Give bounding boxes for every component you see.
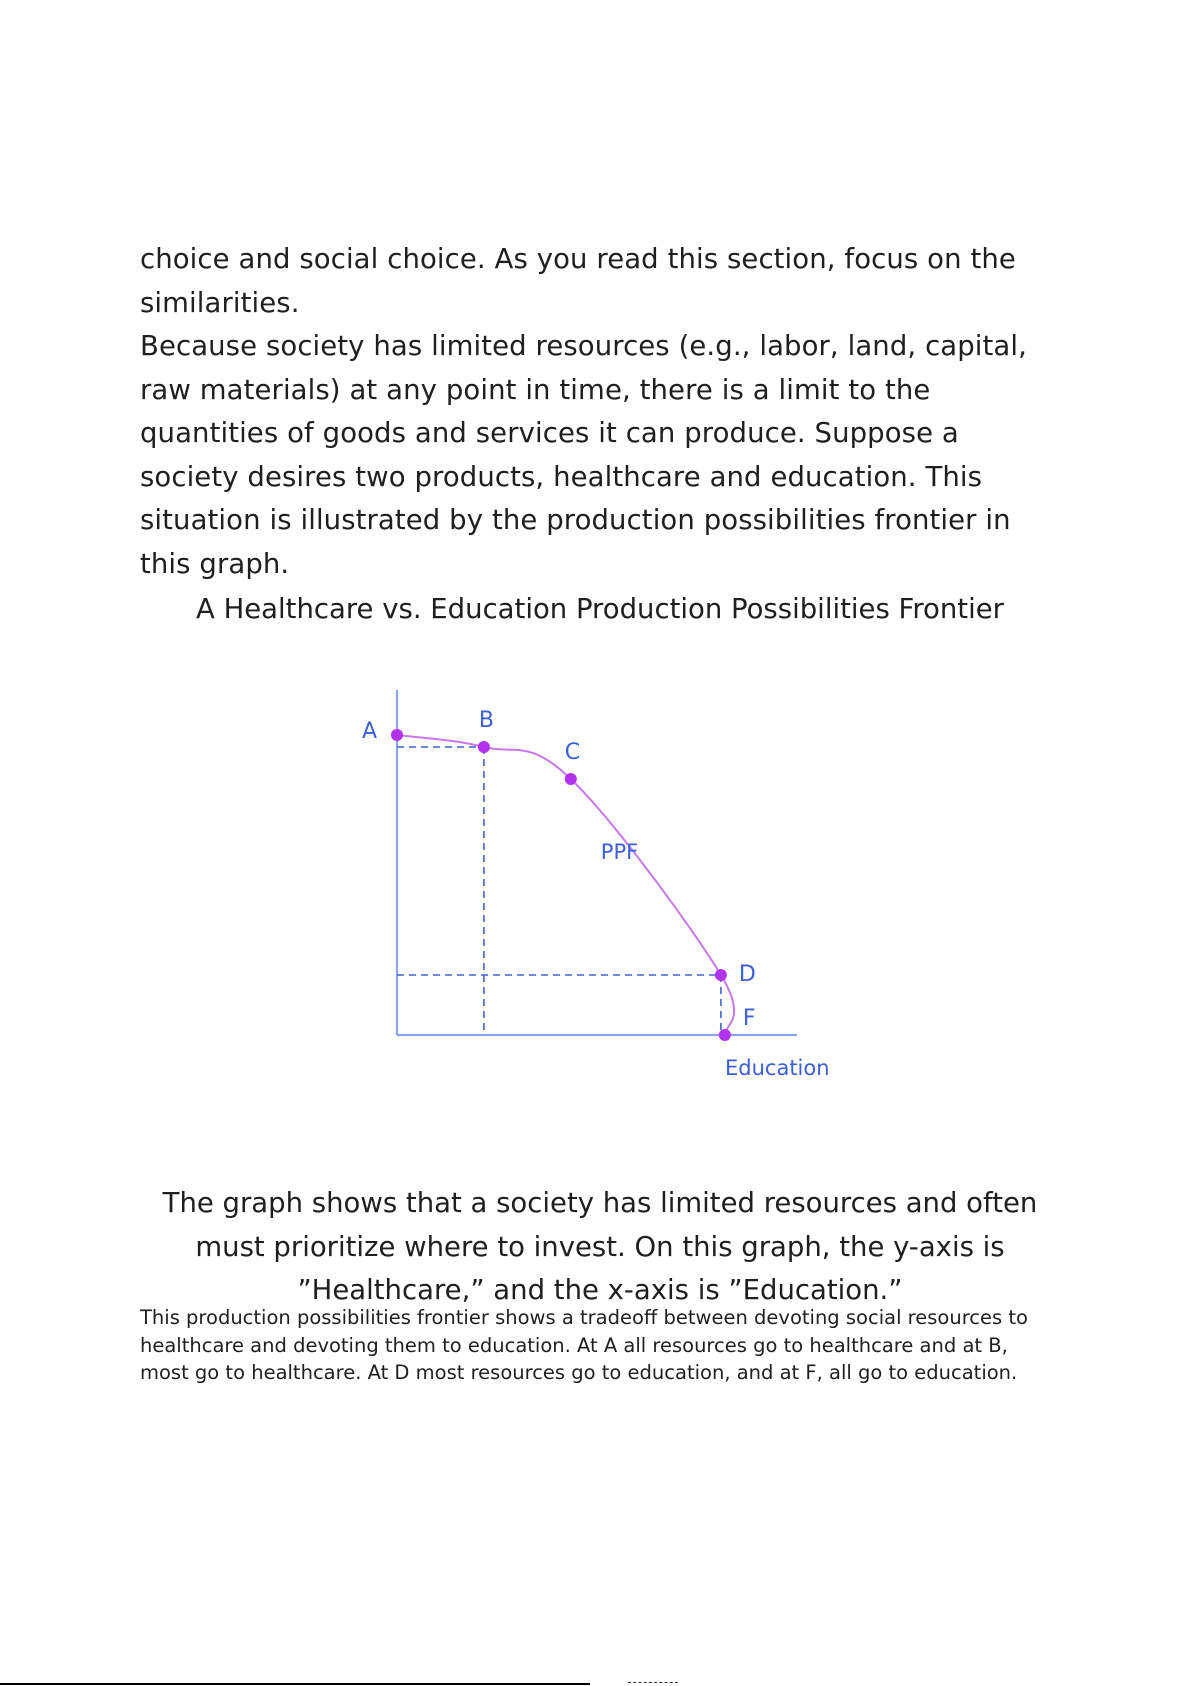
point-c-label: C — [564, 740, 581, 765]
paragraph-limited-resources: Because society has limited resources (e.g., labor, land, capital, raw materials) at any point in time, there is a limit to the quantities of goods and services it can produce. Suppose a society desires two products, healthcare and education. This situation is illustrated by the production possibilities frontier in this graph. — [140, 330, 1027, 580]
ppf-points — [362, 708, 756, 1041]
point-d-label: D — [738, 962, 756, 987]
point-f-marker — [719, 1029, 731, 1041]
point-a-label: A — [362, 719, 378, 744]
footer-mark — [628, 1682, 678, 1686]
figure-caption: This production possibilities frontier shows a tradeoff between devoting social resources to healthcare and devoting them to education. At A all resources go to healthcare and at B, most go to healthcare. At D most resources go to education, and at F, all go to education. — [140, 1306, 1028, 1384]
point-f-label: F — [742, 1006, 756, 1031]
figure-title: A Healthcare vs. Education Production Possibilities Frontier — [196, 593, 1004, 625]
point-c-marker — [565, 773, 577, 785]
point-b-marker — [478, 741, 490, 753]
ppf-curve-label: PPF — [600, 840, 639, 864]
guide-lines — [397, 747, 721, 1035]
ppf-chart-svg — [330, 630, 870, 1170]
ppf-chart — [330, 630, 870, 1170]
point-a-marker — [391, 729, 403, 741]
point-b-label: B — [478, 708, 494, 733]
paragraph-intro-end: choice and social choice. As you read this section, focus on the similarities. — [140, 243, 1016, 319]
point-d-marker — [715, 969, 727, 981]
x-axis-label: Education — [725, 1056, 830, 1080]
figure-description: The graph shows that a society has limited resources and often must prioritize where to invest. On this graph, the y-axis is ”Healthcare,” and the x-axis is ”Education.” — [162, 1187, 1038, 1306]
